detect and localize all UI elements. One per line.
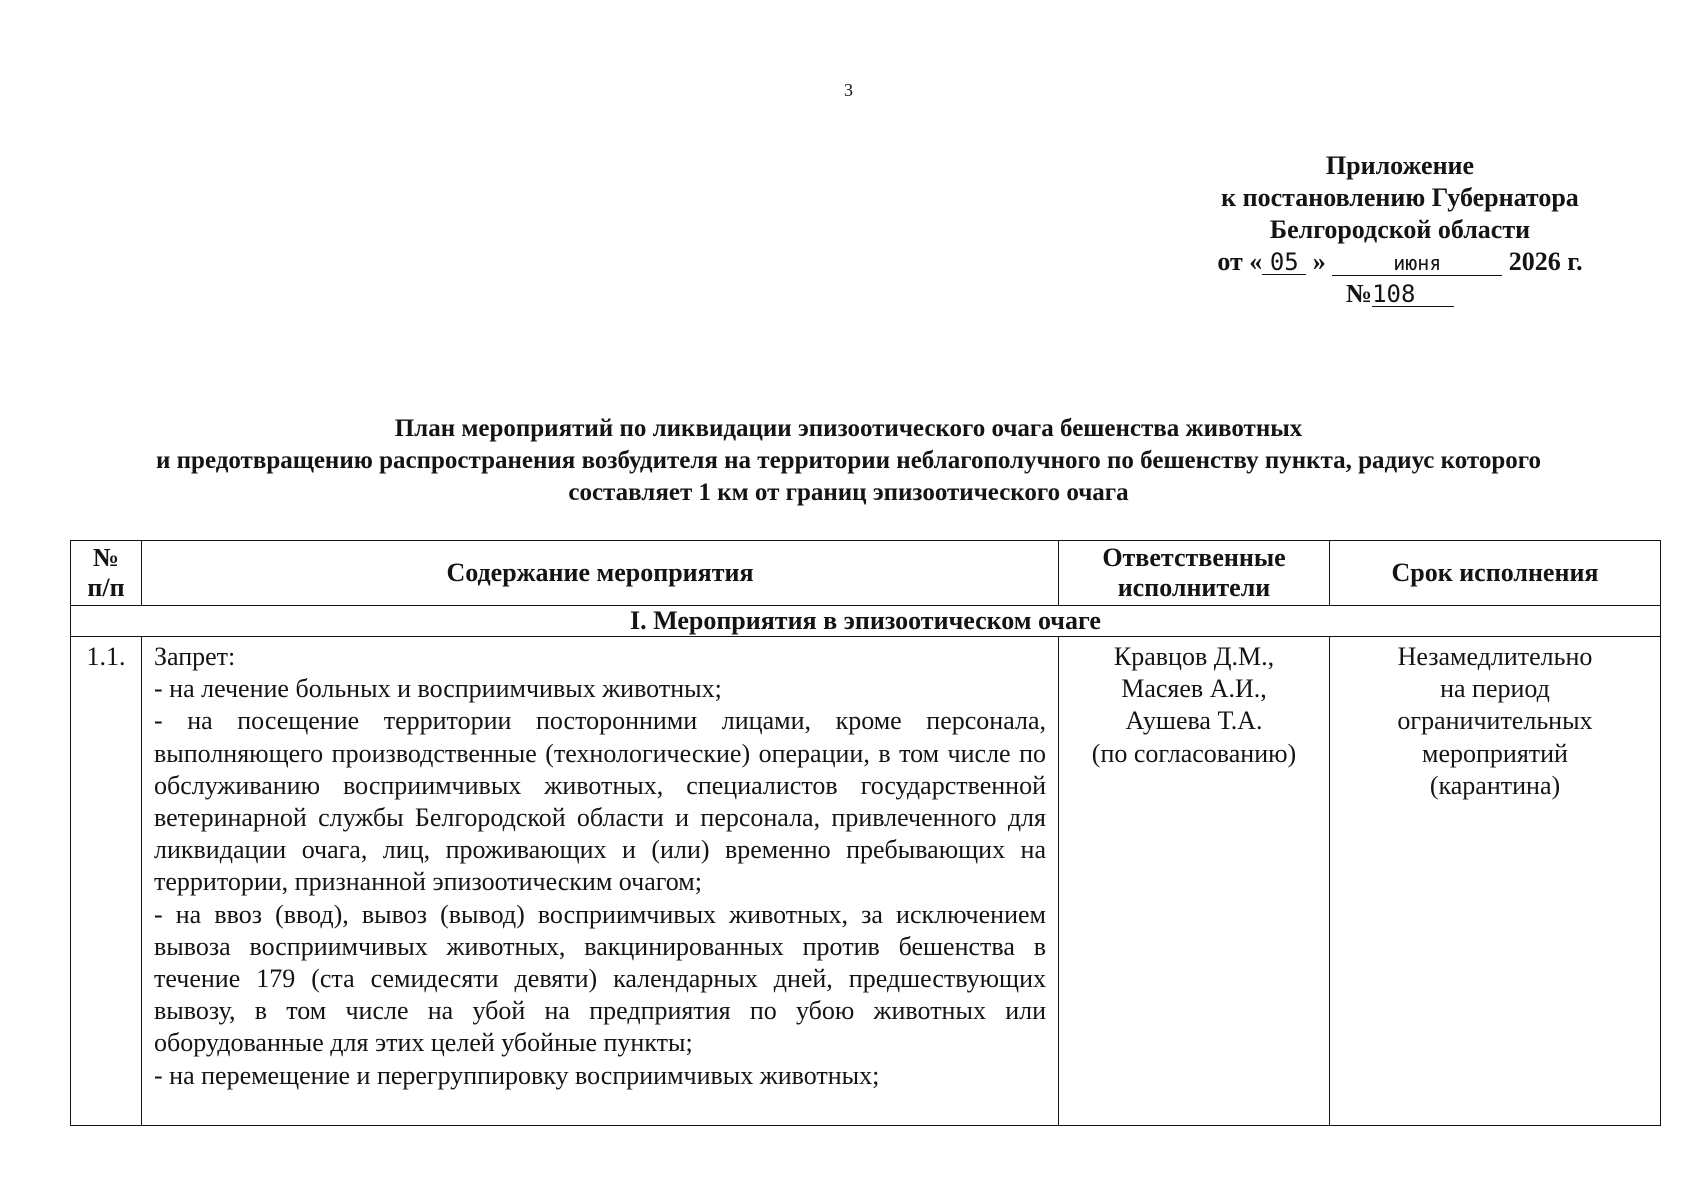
- date-day: 05: [1262, 250, 1306, 275]
- title-line-3: составляет 1 км от границ эпизоотического очага: [568, 479, 1129, 506]
- responsible-line: Кравцов Д.М.,: [1113, 642, 1275, 671]
- row-content: [142, 637, 1059, 1126]
- header-responsible: [1059, 541, 1330, 606]
- date-mid: »: [1312, 247, 1326, 276]
- responsible-line: (по согласованию): [1091, 738, 1297, 768]
- section-row: [71, 606, 1661, 637]
- title-line-1: План мероприятий по ликвидации эпизоотического очага бешенства животных: [394, 415, 1303, 442]
- appendix-title: Приложение: [1325, 151, 1475, 180]
- appendix-date-line: [1170, 246, 1630, 278]
- section-title: I. Мероприятия в эпизоотическом очаге: [71, 606, 1661, 637]
- deadline-line: Незамедлительно: [1397, 642, 1593, 671]
- appendix-number-line: [1170, 278, 1630, 310]
- content-para: - на перемещение и перегруппировку восприимчивых животных;: [154, 1060, 880, 1090]
- appendix-header: [1170, 150, 1630, 310]
- appendix-region-line: Белгородской области: [1269, 215, 1531, 244]
- header-responsible-line1: Ответственные: [1102, 543, 1286, 572]
- number-prefix: №: [1345, 279, 1373, 308]
- date-prefix: от «: [1217, 247, 1263, 276]
- header-num-line2: п/п: [87, 573, 125, 602]
- deadline-line: ограничительных: [1397, 706, 1593, 736]
- header-content: Содержание мероприятия: [142, 541, 1059, 606]
- date-year: 2026 г.: [1508, 247, 1583, 276]
- row-responsible: [1059, 637, 1330, 1126]
- document-title: [30, 413, 1667, 509]
- header-num: [71, 541, 142, 606]
- responsible-line: Аушева Т.А.: [1125, 706, 1263, 736]
- responsible-line: Масяев А.И.,: [1121, 674, 1267, 704]
- page-number: 3: [844, 80, 853, 100]
- table-row: [71, 637, 1661, 1126]
- date-month: июня: [1332, 251, 1502, 276]
- content-para: - на ввоз (ввод), вывоз (вывод) восприимчивых животных, за исключением вывоза восприимчивых животных, вакцинированных против бешенства в течение 179 (ста семидесяти девяти) календарных дней, предшествующих вывозу, в том числе на убой на предприятия по убою животных или оборудованные для этих целей убойные пункты;: [154, 899, 1046, 1058]
- row-number: 1.1.: [71, 637, 142, 1126]
- measures-table: [70, 540, 1661, 1126]
- appendix-decree-line: к постановлению Губернатора: [1221, 183, 1579, 212]
- row-deadline: [1330, 637, 1661, 1126]
- number-value: 108: [1372, 282, 1454, 307]
- deadline-line: (карантина): [1429, 770, 1561, 800]
- table-header-row: [71, 541, 1661, 606]
- header-responsible-line2: исполнители: [1117, 573, 1271, 602]
- content-para: - на лечение больных и восприимчивых животных;: [154, 674, 722, 704]
- content-para: Запрет:: [154, 642, 236, 671]
- deadline-line: мероприятий: [1422, 738, 1568, 768]
- content-para: - на посещение территории посторонними лицами, кроме персонала, выполняющего производственные (технологические) операции, в том числе по обслуживанию восприимчивых животных, специалистов государственной ветеринарной службы Белгородской области и персонала, привлеченного для ликвидации очага, лиц, проживающих и (или) временно пребывающих на территории, признанной эпизоотическим очагом;: [154, 706, 1046, 897]
- title-line-2: и предотвращению распространения возбудителя на территории неблагополучного по бешенству пункта, радиус которого: [156, 447, 1541, 474]
- header-num-line1: №: [92, 543, 120, 572]
- header-deadline: Срок исполнения: [1330, 541, 1661, 606]
- deadline-line: на период: [1440, 674, 1550, 704]
